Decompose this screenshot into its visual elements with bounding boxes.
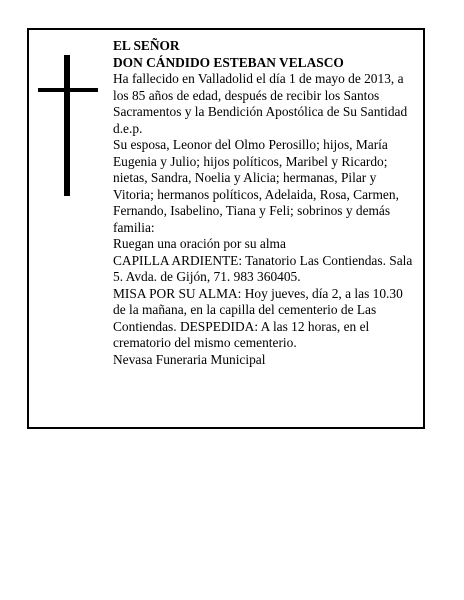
death-announcement: Ha fallecido en Valladolid el día 1 de mayo de 2013, a los 85 años de edad, después de recibir los Santos Sacramentos y la Bendición Apostólica de Su Santidad d.e.p. [113, 71, 408, 136]
cross-icon [38, 55, 98, 196]
cross-horizontal-bar [38, 88, 98, 92]
cross-vertical-bar [64, 55, 70, 196]
obituary-text [113, 38, 413, 368]
funeral-home: Nevasa Funeraria Municipal [113, 351, 266, 367]
prayer-request: Ruegan una oración por su alma [113, 236, 286, 251]
deceased-name: DON CÁNDIDO ESTEBAN VELASCO [113, 54, 344, 70]
family-list: Su esposa, Leonor del Olmo Perosillo; hijos, María Eugenia y Julio; hijos políticos, Maribel y Ricardo; nietas, Sandra, Noelia y Alicia; hermanas, Pilar y Vitoria; hermanos políticos, Adelaida, Rosa, Carmen, Fernando, Isabelino, Tiana y Feli; sobrinos y demás familia: [113, 137, 399, 235]
wake-details: CAPILLA ARDIENTE: Tanatorio Las Contiendas. Sala 5. Avda. de Gijón, 71. 983 360405. [113, 252, 413, 284]
deceased-title: EL SEÑOR [113, 38, 180, 53]
mass-details: MISA POR SU ALMA: Hoy jueves, día 2, a las 10.30 de la mañana, en la capilla del cementerio de Las Contiendas. DESPEDIDA: A las 12 horas, en el crematorio del mismo cementerio. [113, 285, 403, 350]
